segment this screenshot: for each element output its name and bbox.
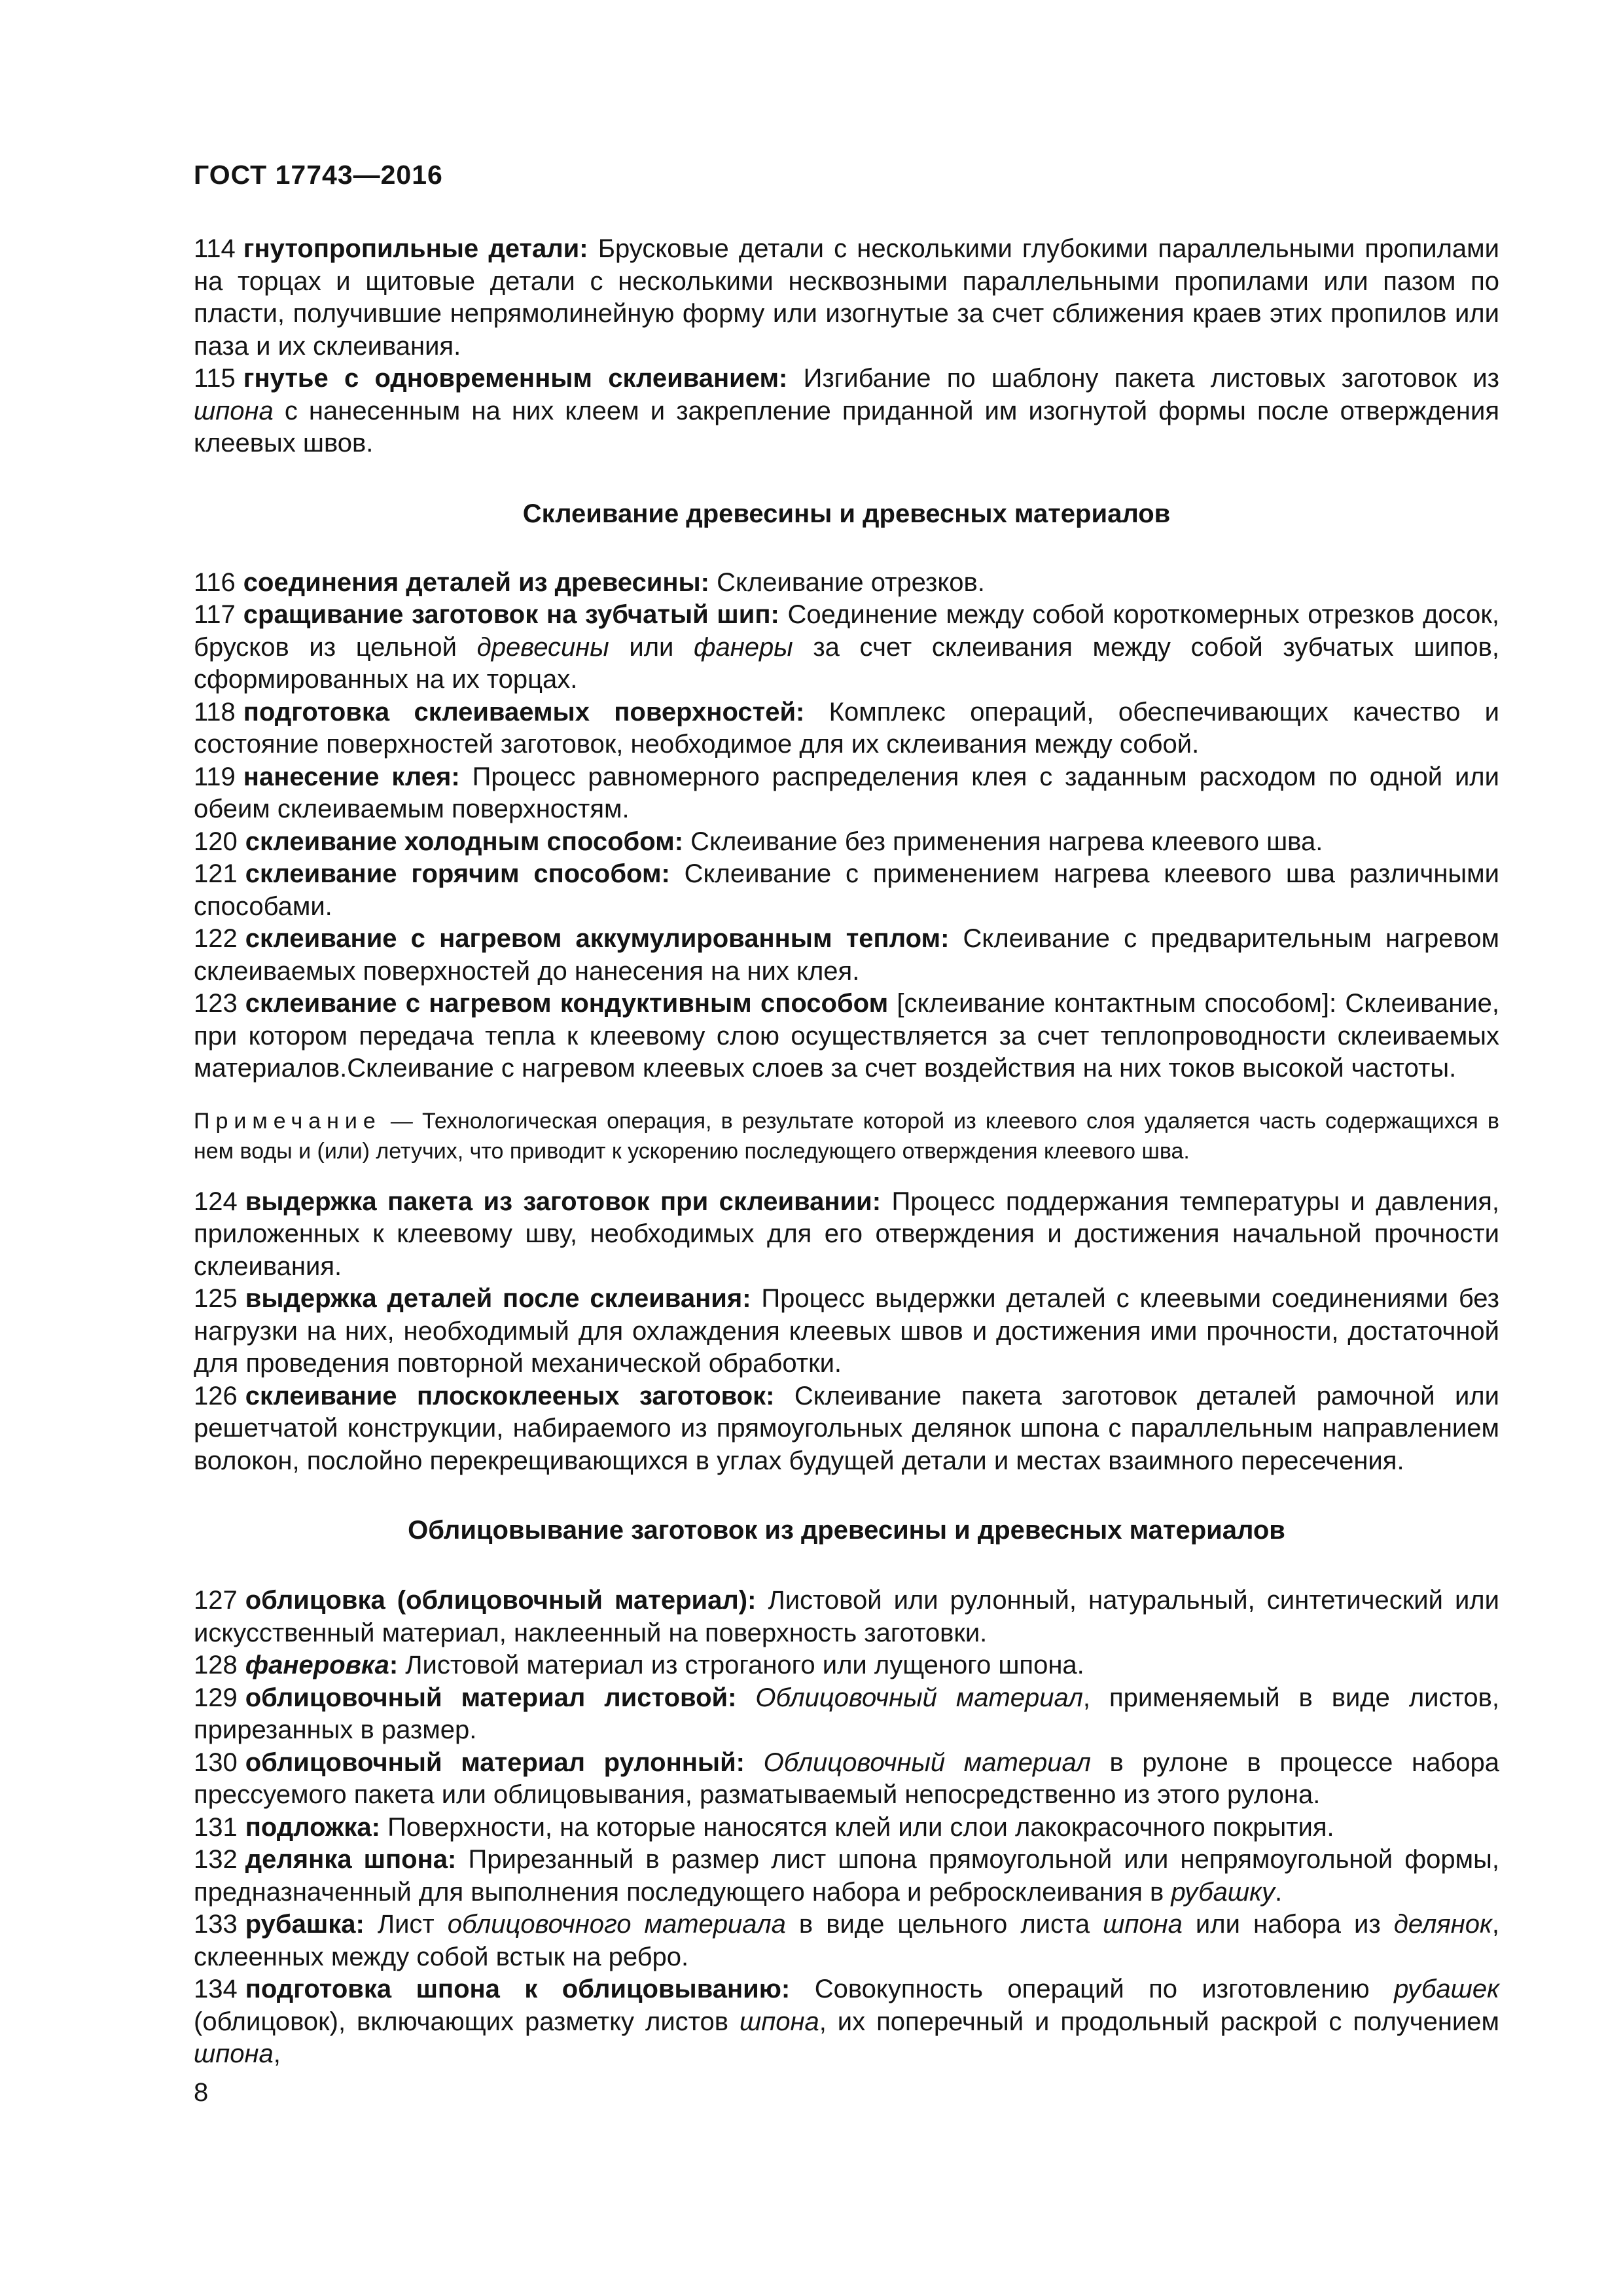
definition-text: или набора из: [1182, 1910, 1394, 1939]
definition-text: Совокупность операций по изготовлению: [790, 1975, 1395, 2003]
definition-text: [745, 1748, 764, 1777]
definition-text: за счет склеивания между собой зубчатых шипов, сформированных на их торцах.: [194, 632, 1499, 694]
term-entry-123: [194, 988, 1499, 1085]
term-number: 134: [194, 1975, 238, 2003]
term-entry-124: [194, 1186, 1499, 1283]
term-title: гнутье с одновременным склеиванием:: [243, 364, 788, 393]
term-number: 116: [194, 567, 236, 597]
definition-italic-term: фанеры: [694, 632, 793, 662]
term-title: сращивание заготовок на зубчатый шип:: [243, 600, 779, 629]
definition-text: в рулоне в процессе набора прессуемого пакета или облицовывания, разматываемый непосредственно из этого рулона.: [194, 1748, 1499, 1809]
term-entry-120: [194, 826, 1499, 859]
definition-text: Склеивание с применением нагрева клеевого шва различными способами.: [194, 859, 1499, 921]
definition-text: Склеивание без применения нагрева клеевого шва.: [683, 827, 1323, 856]
note-paragraph: [194, 1106, 1499, 1166]
term-number: 120: [194, 827, 238, 856]
term-number: 129: [194, 1683, 238, 1712]
term-title: склеивание с нагревом кондуктивным способом: [245, 989, 889, 1018]
term-title: [245, 1651, 398, 1679]
note-text: — Технологическая операция, в результате которой из клеевого слоя удаляется часть содержащихся в нем воды и (или) летучих, что приводит к ускорению последующего отверждения клеевого шва.: [194, 1108, 1499, 1164]
term-title: склеивание холодным способом:: [245, 827, 684, 856]
term-entry-119: [194, 761, 1499, 826]
definition-text: Прирезанный в размер лист шпона прямоугольной или непрямоугольной формы, предназначенный для выполнения последующего набора и ребросклеивания в: [194, 1845, 1499, 1907]
document-header: ГОСТ 17743—2016: [194, 160, 443, 190]
term-entry-129: [194, 1682, 1499, 1747]
term-number: 128: [194, 1651, 238, 1679]
term-title: нанесение клея:: [243, 762, 460, 791]
term-title: облицовка (облицовочный материал):: [245, 1586, 757, 1615]
definition-italic-term: шпона: [740, 2007, 819, 2036]
term-number: 126: [194, 1381, 238, 1410]
term-entry-127: [194, 1585, 1499, 1649]
definition-text: или: [609, 632, 694, 662]
term-number: 133: [194, 1910, 238, 1939]
term-entry-130: [194, 1747, 1499, 1812]
definition-text: Листовой материал из строганого или лущеного шпона.: [398, 1651, 1084, 1679]
definition-italic-term: шпона: [194, 2039, 274, 2068]
term-entry-117: [194, 599, 1499, 696]
term-number: 114: [194, 234, 236, 263]
document-body: [194, 233, 1499, 2071]
definition-text: Процесс равномерного распределения клея с заданным расходом по одной или обеим склеиваемым поверхностям.: [194, 762, 1499, 823]
definition-text: , применяемый в виде листов, прирезанных в размер.: [194, 1683, 1499, 1744]
term-title: склеивание горячим способом:: [245, 859, 670, 888]
term-entry-114: [194, 233, 1499, 363]
definition-text: , склеенных между собой встык на ребро.: [194, 1910, 1499, 1971]
term-title: подложка:: [245, 1812, 380, 1842]
term-number: 115: [194, 364, 236, 393]
term-number: 121: [194, 859, 238, 888]
term-number: 122: [194, 924, 238, 953]
term-list-d: [194, 1585, 1499, 2071]
definition-text: [склеивание контактным способом]: Склеивание, при котором передача тепла к клеевому слою осуществляется за счет теплопроводности склеиваемых материалов.Склеивание с нагревом клеевых слоев за счет воздействия на них токов высокой частоты.: [194, 989, 1499, 1083]
term-number: 118: [194, 697, 236, 726]
definition-italic-term: Облицовочный материал: [755, 1683, 1083, 1712]
page-number: 8: [194, 2078, 209, 2107]
definition-italic-term: облицовочного материала: [447, 1910, 786, 1939]
term-number: 123: [194, 989, 238, 1018]
definition-text: Соединение между собой короткомерных отрезков досок, брусков из цельной: [194, 600, 1499, 662]
definition-text: Склеивание с предварительным нагревом склеиваемых поверхностей до нанесения на них клея.: [194, 924, 1499, 986]
term-entry-126: [194, 1380, 1499, 1478]
term-title: подготовка склеиваемых поверхностей:: [243, 697, 805, 726]
term-title: склеивание плоскоклееных заготовок:: [245, 1381, 775, 1410]
term-title: облицовочный материал листовой:: [245, 1683, 737, 1712]
definition-text: (облицовок), включающих разметку листов: [194, 2007, 740, 2036]
definition-text: Комплекс операций, обеспечивающих качество и состояние поверхностей заготовок, необходимое для их склеивания между собой.: [194, 697, 1499, 759]
definition-italic-term: рубашку: [1171, 1877, 1275, 1907]
term-title-tail: :: [389, 1651, 399, 1679]
definition-text: в виде цельного листа: [785, 1910, 1103, 1939]
term-entry-133: [194, 1909, 1499, 1973]
term-number: 132: [194, 1845, 238, 1874]
term-entry-115: [194, 363, 1499, 460]
definition-italic-term: рубашек: [1394, 1975, 1499, 2003]
definition-text: Склеивание пакета заготовок деталей рамочной или решетчатой конструкции, набираемого из прямоугольных делянок шпона с параллельным направлением волокон, послойно перекрещивающихся в углах будущей детали и местах взаимного пересечения.: [194, 1381, 1499, 1475]
document-page: [194, 0, 1499, 2296]
term-title-italic: фанеровка: [245, 1651, 389, 1679]
term-number: 130: [194, 1748, 238, 1777]
term-title: выдержка пакета из заготовок при склеивании:: [245, 1187, 882, 1216]
definition-text: Брусковые детали с несколькими глубокими параллельными пропилами на торцах и щитовые детали с несколькими несквозными параллельными пропилами или пазом по пласти, получившие непрямолинейную форму или изогнутые за счет сближения краев этих пропилов или паза и их склеивания.: [194, 234, 1499, 361]
term-entry-134: [194, 1973, 1499, 2071]
definition-text: Поверхности, на которые наносятся клей или слои лакокрасочного покрытия.: [380, 1812, 1334, 1842]
definition-text: Лист: [364, 1910, 448, 1939]
section-heading-gluing: Склеивание древесины и древесных материалов: [522, 499, 1171, 528]
term-entry-122: [194, 923, 1499, 988]
term-list-b: [194, 567, 1499, 1085]
term-entry-121: [194, 858, 1499, 923]
term-title: выдержка деталей после склеивания:: [245, 1284, 751, 1313]
term-number: 131: [194, 1812, 238, 1842]
definition-text: , их поперечный и продольный раскрой с получением: [819, 2007, 1500, 2036]
definition-text: Листовой или рулонный, натуральный, синтетический или искусственный материал, наклеенный на поверхность заготовки.: [194, 1586, 1499, 1647]
section-heading-veneering: Облицовывание заготовок из древесины и древесных материалов: [408, 1516, 1285, 1545]
term-number: 127: [194, 1586, 238, 1615]
term-title: гнутопропильные детали:: [243, 234, 588, 263]
term-number: 124: [194, 1187, 238, 1216]
term-entry-125: [194, 1283, 1499, 1380]
term-title: склеивание с нагревом аккумулированным теплом:: [245, 924, 950, 953]
term-number: 119: [194, 762, 236, 791]
definition-text: Процесс поддержания температуры и давления, приложенных к клеевому шву, необходимых для его отверждения и достижения начальной прочности склеивания.: [194, 1187, 1499, 1281]
term-title: рубашка:: [245, 1910, 365, 1939]
definition-text: ,: [273, 2039, 281, 2068]
definition-text: Изгибание по шаблону пакета листовых заготовок из: [787, 364, 1499, 393]
note-label: Примечание: [194, 1108, 382, 1134]
definition-text: Процесс выдержки деталей с клеевыми соединениями без нагрузки на них, необходимый для охлаждения клеевых швов и достижения ими прочности, достаточной для проведения повторной механической обработки.: [194, 1284, 1499, 1378]
term-number: 117: [194, 600, 236, 629]
term-entry-131: [194, 1812, 1499, 1844]
term-entry-118: [194, 696, 1499, 761]
term-title: облицовочный материал рулонный:: [245, 1748, 745, 1777]
term-title: подготовка шпона к облицовыванию:: [245, 1975, 791, 2003]
definition-italic-term: шпона: [194, 396, 274, 425]
term-entry-116: [194, 567, 1499, 600]
definition-text: .: [1275, 1877, 1283, 1907]
definition-italic-term: древесины: [476, 632, 609, 662]
term-title: делянка шпона:: [245, 1845, 457, 1874]
definition-text: с нанесенным на них клеем и закрепление приданной им изогнутой формы после отверждения клеевых швов.: [194, 396, 1499, 457]
term-list-c: [194, 1186, 1499, 1478]
term-number: 125: [194, 1284, 238, 1313]
definition-italic-term: шпона: [1103, 1910, 1183, 1939]
term-title: соединения деталей из древесины:: [243, 567, 709, 597]
term-entry-128: [194, 1649, 1499, 1682]
definition-italic-term: Облицовочный материал: [763, 1748, 1091, 1777]
definition-text: [736, 1683, 755, 1712]
term-entry-132: [194, 1844, 1499, 1909]
definition-text: Склеивание отрезков.: [709, 567, 985, 597]
term-list-a: [194, 233, 1499, 460]
definition-italic-term: делянок: [1393, 1910, 1492, 1939]
